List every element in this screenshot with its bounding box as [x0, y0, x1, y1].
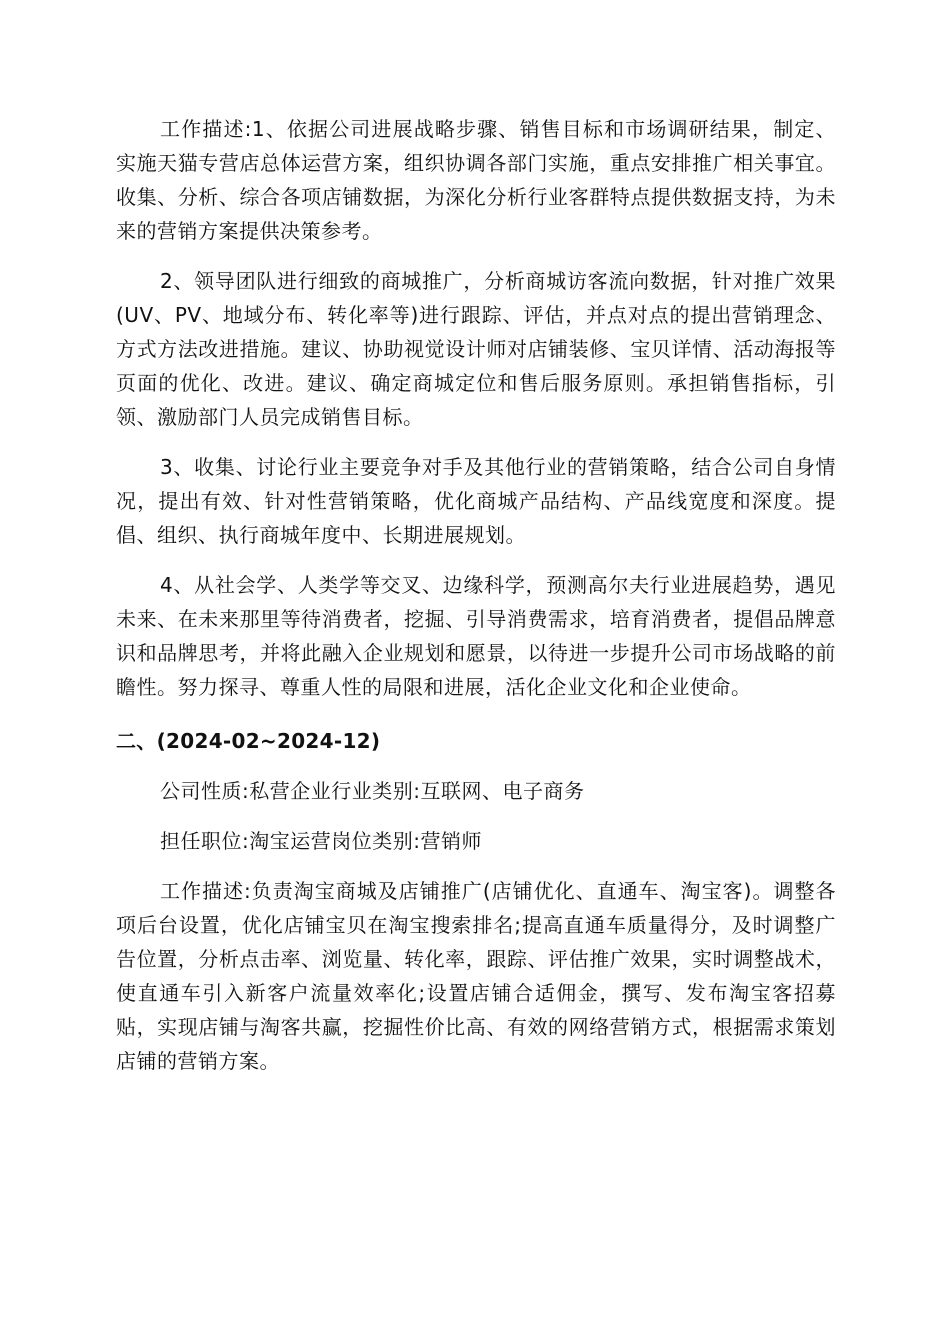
position-line: 担任职位:淘宝运营岗位类别:营销师 [160, 829, 482, 853]
job-description-paragraph-2: 2、领导团队进行细致的商城推广，分析商城访客流向数据，针对推广效果(UV、PV、地域分布、转化率等)进行跟踪、评估，并点对点的提出营销理念、方式方法改进措施。建议、协助视觉设计师对店铺装修、宝贝详情、活动海报等页面的优化、改进。建议、确定商城定位和售后服务原则。承担销售指标，引领、激励部门人员完成销售目标。 [116, 269, 836, 429]
section-two-heading: 二、(2024-02~2024-12) [116, 729, 381, 753]
job-description-paragraph-3: 3、收集、讨论行业主要竞争对手及其他行业的营销策略，结合公司自身情况，提出有效、针对性营销策略，优化商城产品结构、产品线宽度和深度。提倡、组织、执行商城年度中、长期进展规划。 [116, 455, 836, 547]
job-description-paragraph-4: 4、从社会学、人类学等交叉、边缘科学，预测高尔夫行业进展趋势，遇见未来、在未来那里等待消费者，挖掘、引导消费需求，培育消费者，提倡品牌意识和品牌思考，并将此融入企业规划和愿景，以待进一步提升公司市场战略的前瞻性。努力探寻、尊重人性的局限和进展，活化企业文化和企业使命。 [116, 573, 836, 699]
job-description-paragraph-1: 工作描述:1、依据公司进展战略步骤、销售目标和市场调研结果，制定、实施天猫专营店总体运营方案，组织协调各部门实施，重点安排推广相关事宜。收集、分析、综合各项店铺数据，为深化分析行业客群特点提供数据支持，为未来的营销方案提供决策参考。 [116, 117, 836, 243]
document-page [116, 112, 836, 1078]
section-two-description: 工作描述:负责淘宝商城及店铺推广(店铺优化、直通车、淘宝客)。调整各项后台设置，优化店铺宝贝在淘宝搜索排名;提高直通车质量得分，及时调整广告位置，分析点击率、浏览量、转化率，跟踪、评估推广效果，实时调整战术，使直通车引入新客户流量效率化;设置店铺合适佣金，撰写、发布淘宝客招募贴，实现店铺与淘客共赢，挖掘性价比高、有效的网络营销方式，根据需求策划店铺的营销方案。 [116, 879, 836, 1073]
company-nature-line: 公司性质:私营企业行业类别:互联网、电子商务 [160, 779, 585, 803]
